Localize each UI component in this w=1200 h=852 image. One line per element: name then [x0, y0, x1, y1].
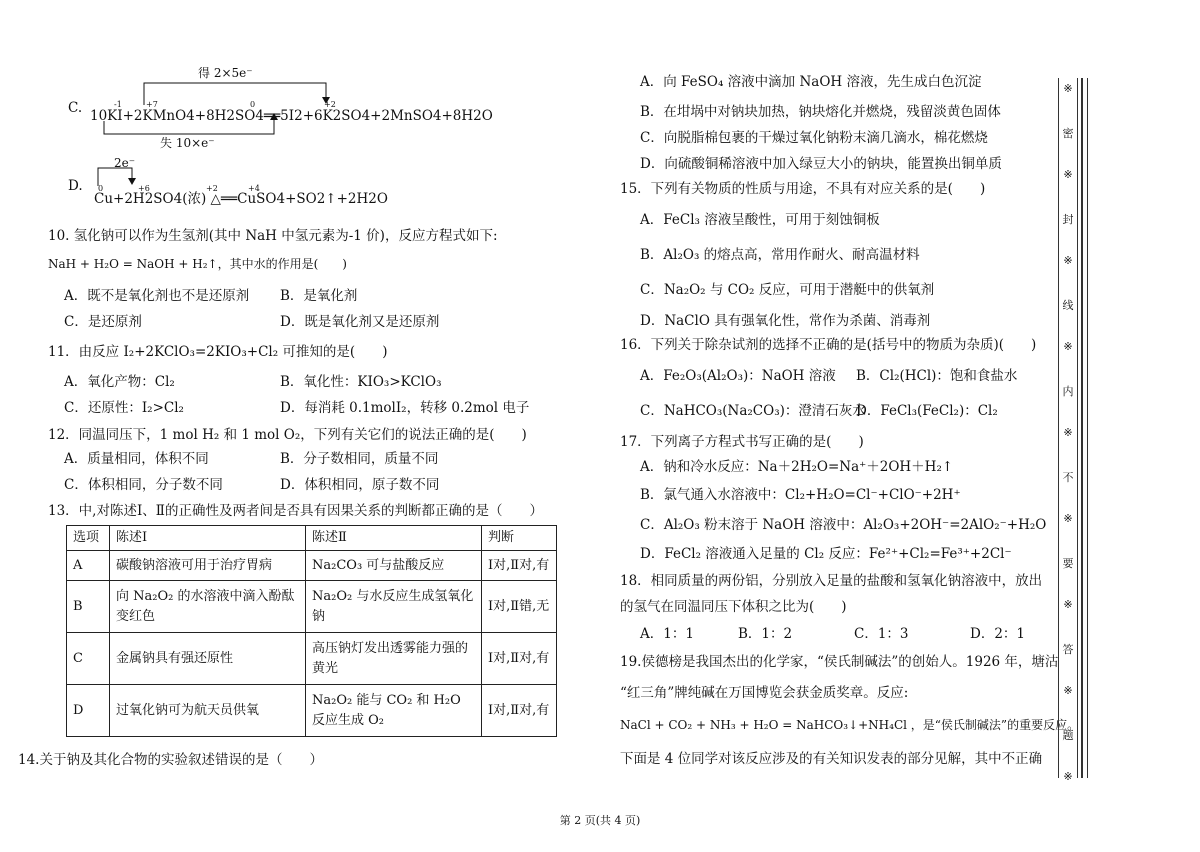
q10-equation: NaH + H₂O = NaOH + H₂↑，其中水的作用是( ): [48, 257, 347, 271]
q17-option-d: D．FeCl₂ 溶液通入足量的 Cl₂ 反应：Fe²⁺+Cl₂=Fe³⁺+2Cl⁻: [640, 546, 1012, 562]
q14-option-d: D．向硫酸铜稀溶液中加入绿豆大小的钠块，能置换出铜单质: [640, 156, 1002, 172]
q16-option-a: A．Fe₂O₃(Al₂O₃)：NaOH 溶液: [640, 368, 836, 384]
q19-line2: “红三角”牌纯碱在万国博览会获金质奖章。反应:: [620, 685, 909, 701]
table-row: [67, 551, 557, 581]
q15-option-d: D．NaClO 具有强氧化性，常作为杀菌、消毒剂: [640, 313, 931, 329]
q12-option-a: A．质量相同，体积不同: [64, 451, 209, 467]
q17-option-a: A．钠和冷水反应：Na＋2H₂O=Na⁺＋2OH＋H₂↑: [640, 459, 954, 475]
seal-char: ※: [1063, 598, 1073, 611]
table-cell: Ⅰ对,Ⅱ对,有: [482, 551, 557, 581]
valence-mark: +2: [206, 184, 218, 193]
q11-option-d: D．每消耗 0.1molI₂，转移 0.2mol 电子: [280, 400, 530, 416]
seal-char: 答: [1062, 643, 1074, 656]
table-cell: Ⅰ对,Ⅱ对,有: [482, 633, 557, 685]
seal-char: 密: [1062, 127, 1074, 140]
q14-option-c: C．向脱脂棉包裹的干燥过氧化钠粉末滴几滴水，棉花燃烧: [640, 130, 988, 146]
q16-option-d: D．FeCl₃(FeCl₂)：Cl₂: [856, 403, 998, 419]
q12-option-d: D．体积相同，原子数不同: [280, 477, 440, 493]
q14-option-a: A．向 FeSO₄ 溶液中滴加 NaOH 溶液，先生成白色沉淀: [640, 74, 982, 90]
table-row: [67, 581, 557, 633]
table-cell: B: [67, 581, 110, 633]
valence-mark: +6: [138, 184, 150, 193]
table-cell: A: [67, 551, 110, 581]
q19-line1: 19.侯德榜是我国杰出的化学家，“侯氏制碱法”的创始人。1926 年，塘沽: [620, 654, 1059, 670]
gain-label: 得 2×5e⁻: [198, 66, 253, 80]
table-header: 陈述Ⅰ: [110, 526, 306, 551]
seal-char: ※: [1063, 82, 1073, 95]
table-cell: 向 Na₂O₂ 的水溶液中滴入酚酞变红色: [110, 581, 306, 633]
valence-mark: +4: [248, 184, 260, 193]
q10-option-b: B．是氧化剂: [280, 288, 358, 304]
table-cell: Ⅰ对,Ⅱ对,有: [482, 685, 557, 737]
table-header: 选项: [67, 526, 110, 551]
seal-char: ※: [1063, 684, 1073, 697]
q16-stem: 16．下列关于除杂试剂的选择不正确的是(括号中的物质为杂质)( ): [620, 337, 1037, 353]
q15-option-a: A．FeCl₃ 溶液呈酸性，可用于刻蚀铜板: [640, 212, 880, 228]
q13-stem: 13．中,对陈述Ⅰ、Ⅱ的正确性及两者间是否具有因果关系的判断都正确的是（ ）: [48, 503, 543, 519]
table-cell: Na₂O₂ 与水反应生成氢氧化钠: [306, 581, 482, 633]
table-cell: D: [67, 685, 110, 737]
table-cell: Na₂CO₃ 可与盐酸反应: [306, 551, 482, 581]
q15-option-b: B．Al₂O₃ 的熔点高，常用作耐火、耐高温材料: [640, 247, 920, 263]
valence-mark: +7: [146, 100, 158, 109]
q14-option-b: B．在坩埚中对钠块加热，钠块熔化并燃烧，残留淡黄色固体: [640, 104, 1001, 120]
q19-line4: 下面是 4 位同学对该反应涉及的有关知识发表的部分见解，其中不正确: [620, 751, 1043, 767]
option-c-equation: 10KI+2KMnO4+8H2SO4══5I2+6K2SO4+2MnSO4+8H2O: [90, 108, 493, 124]
valence-mark: 0: [250, 100, 256, 109]
valence-mark: 0: [98, 184, 104, 193]
valence-mark: -1: [114, 100, 122, 109]
table-cell: 碳酸钠溶液可用于治疗胃病: [110, 551, 306, 581]
q12-option-b: B．分子数相同，质量不同: [280, 451, 439, 467]
q18-option-d: D．2：1: [970, 626, 1026, 642]
q17-stem: 17．下列离子方程式书写正确的是( ): [620, 434, 864, 450]
electron-label: 2e⁻: [114, 156, 136, 170]
q10-option-d: D．既是氧化剂又是还原剂: [280, 314, 440, 330]
valence-mark: +2: [324, 100, 336, 109]
seal-char: 要: [1062, 557, 1074, 570]
seal-char: 内: [1062, 385, 1074, 398]
q12-option-c: C．体积相同，分子数不同: [64, 477, 223, 493]
q18-option-a: A．1：1: [640, 626, 694, 642]
table-header: 判断: [482, 526, 557, 551]
q15-stem: 15．下列有关物质的性质与用途，不具有对应关系的是( ): [620, 181, 986, 197]
q19-line3: NaCl + CO₂ + NH₃ + H₂O = NaHCO₃↓+NH₄Cl ，是“侯氏制碱法”的重要反应。: [620, 718, 1080, 732]
q10-stem: 10. 氢化钠可以作为生氢剂(其中 NaH 中氢元素为-1 价)，反应方程式如下:: [48, 228, 498, 244]
table-row: [67, 685, 557, 737]
seal-char: 不: [1062, 471, 1074, 484]
q18-option-c: C．1：3: [854, 626, 909, 642]
q13-table: [66, 525, 557, 737]
seal-char: 线: [1062, 299, 1074, 312]
seal-char: ※: [1063, 512, 1073, 525]
table-cell: 过氧化钠可为航天员供氧: [110, 685, 306, 737]
q11-stem: 11．由反应 I₂+2KClO₃=2KIO₃+Cl₂ 可推知的是( ): [48, 344, 388, 360]
seal-char: ※: [1063, 340, 1073, 353]
table-header: 陈述Ⅱ: [306, 526, 482, 551]
seal-char: 封: [1062, 213, 1074, 226]
seal-char: 题: [1062, 729, 1074, 742]
q10-option-a: A．既不是氧化剂也不是还原剂: [64, 288, 250, 304]
page-footer: 第 2 页(共 4 页): [559, 814, 641, 827]
lose-label: 失 10×e⁻: [160, 136, 215, 150]
seal-char: ※: [1063, 168, 1073, 181]
table-header-row: [67, 526, 557, 551]
q12-stem: 12．同温同压下，1 mol H₂ 和 1 mol O₂，下列有关它们的说法正确的是( ): [48, 427, 527, 443]
seal-char: ※: [1063, 770, 1073, 783]
q10-option-c: C．是还原剂: [64, 314, 142, 330]
table-row: [67, 633, 557, 685]
option-c-label: C.: [68, 100, 83, 116]
q15-option-c: C．Na₂O₂ 与 CO₂ 反应，可用于潜艇中的供氧剂: [640, 282, 935, 298]
seal-char: ※: [1063, 426, 1073, 439]
q18-option-b: B．1：2: [738, 626, 793, 642]
q18-stem-line1: 18．相同质量的两份铝，分别放入足量的盐酸和氢氧化钠溶液中，放出: [620, 573, 1043, 589]
q16-option-b: B．Cl₂(HCl)：饱和食盐水: [856, 368, 1018, 384]
electron-transfer-arrows-d: [48, 0, 49, 1]
table-cell: C: [67, 633, 110, 685]
option-d-equation: Cu+2H2SO4(浓) △══CuSO4+SO2↑+2H2O: [94, 191, 388, 207]
q11-option-a: A．氧化产物：Cl₂: [64, 374, 175, 390]
q14-stem: 14.关于钠及其化合物的实验叙述错误的是（ ）: [18, 752, 323, 768]
q17-option-b: B．氯气通入水溶液中：Cl₂+H₂O=Cl⁻+ClO⁻+2H⁺: [640, 487, 961, 503]
table-cell: 金属钠具有强还原性: [110, 633, 306, 685]
table-cell: 高压钠灯发出透雾能力强的黄光: [306, 633, 482, 685]
q16-option-c: C．NaHCO₃(Na₂CO₃)：澄清石灰水: [640, 403, 866, 419]
q11-option-b: B．氧化性：KIO₃>KClO₃: [280, 374, 442, 390]
table-cell: Ⅰ对,Ⅱ错,无: [482, 581, 557, 633]
q11-option-c: C．还原性：I₂>Cl₂: [64, 400, 184, 416]
seal-line-border-outer: [1081, 78, 1088, 778]
table-cell: Na₂O₂ 能与 CO₂ 和 H₂O 反应生成 O₂: [306, 685, 482, 737]
seal-char: ※: [1063, 254, 1073, 267]
option-d-label: D.: [68, 178, 83, 194]
q17-option-c: C．Al₂O₃ 粉末溶于 NaOH 溶液中：Al₂O₃+2OH⁻=2AlO₂⁻+H₂O: [640, 517, 1047, 533]
q18-stem-line2: 的氢气在同温同压下体积之比为( ): [620, 599, 847, 615]
